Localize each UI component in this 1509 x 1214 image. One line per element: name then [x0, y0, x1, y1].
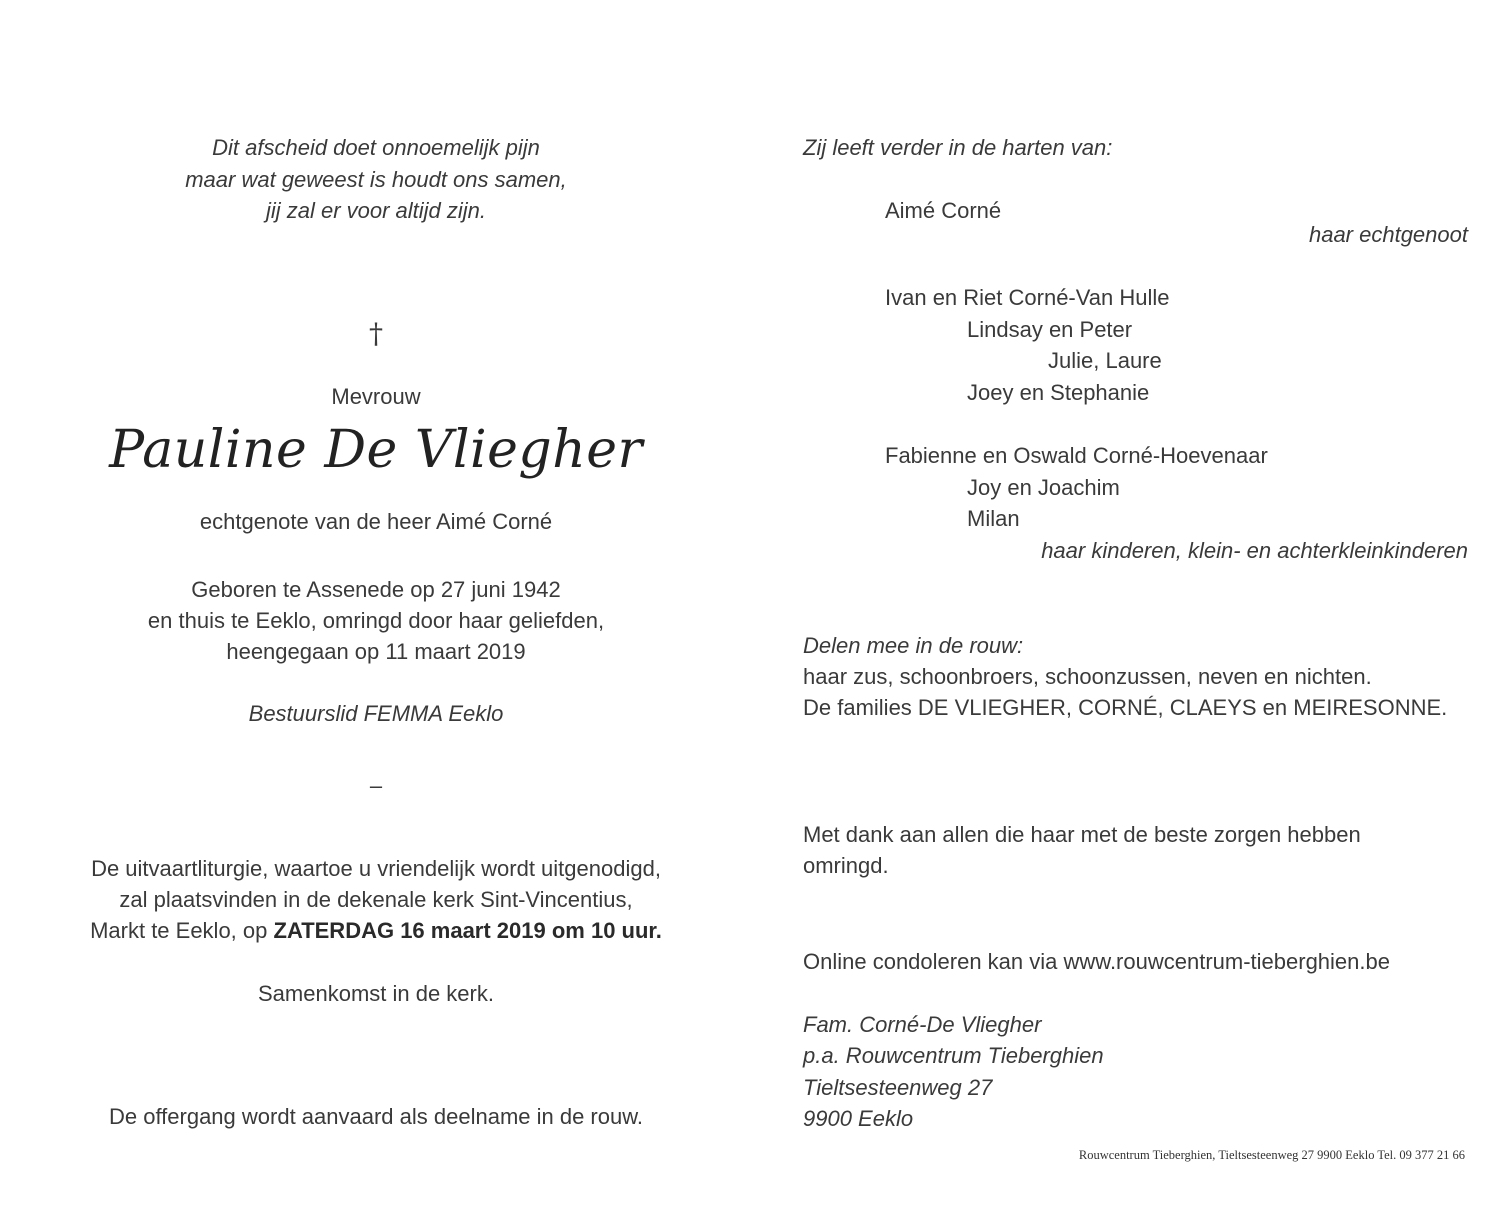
footer-imprint: Rouwcentrum Tieberghien, Tieltsesteenweg 27 9900 Eeklo Tel. 09 377 21 66 [1078, 1148, 1465, 1162]
gathering-line: Samenkomst in de kerk. [258, 981, 494, 1006]
husband-role: haar echtgenoot [1308, 222, 1468, 247]
family2-parents: Fabienne en Oswald Corné-Hoevenaar [885, 443, 1268, 468]
thanks-line-2: omringd. [803, 853, 889, 878]
funeral-line-3-prefix: Markt te Eeklo, op [90, 918, 274, 943]
children-role: haar kinderen, klein- en achterkleinkinderen [1041, 538, 1468, 563]
birth-line-3: heengegaan op 11 maart 2019 [226, 639, 526, 664]
verse-line-1: Dit afscheid doet onnoemelijk pijn [212, 135, 540, 160]
thanks-line-1: Met dank aan allen die haar met de beste zorgen hebben [803, 822, 1361, 847]
family2-child1: Joy en Joachim [967, 475, 1120, 500]
husband-name: Aimé Corné [885, 198, 1002, 223]
family1-child1: Lindsay en Peter [967, 317, 1133, 342]
funeral-line-2: zal plaatsvinden in de dekenale kerk Sint-Vincentius, [119, 887, 633, 912]
family1-child2: Joey en Stephanie [967, 380, 1150, 405]
survivors-heading: Zij leeft verder in de harten van: [803, 135, 1113, 160]
separator: – [369, 773, 383, 798]
online-condolences: Online condoleren kan via www.rouwcentrum-tieberghien.be [803, 949, 1390, 974]
address-line-2: p.a. Rouwcentrum Tieberghien [803, 1043, 1104, 1068]
title-mevrouw: Mevrouw [331, 384, 421, 409]
funeral-line-3 [46, 915, 706, 947]
birth-line-2: en thuis te Eeklo, omringd door haar geliefden, [147, 608, 605, 633]
address-line-4: 9900 Eeklo [803, 1106, 914, 1131]
funeral-line-1: De uitvaartliturgie, waartoe u vriendelijk wordt uitgenodigd, [91, 856, 661, 881]
verse-line-2: maar wat geweest is houdt ons samen, [185, 167, 567, 192]
family2-child2: Milan [967, 506, 1020, 531]
deceased-name: Pauline De Vliegher [109, 420, 643, 480]
role-line: Bestuurslid FEMMA Eeklo [248, 701, 504, 726]
address-line-1: Fam. Corné-De Vliegher [803, 1012, 1042, 1037]
verse-line-3: jij zal er voor altijd zijn. [265, 198, 487, 223]
mourning-line-2: De families DE VLIEGHER, CORNÉ, CLAEYS en MEIRESONNE. [803, 695, 1448, 720]
funeral-date: ZATERDAG 16 maart 2019 om 10 uur. [273, 918, 662, 943]
spouse-line: echtgenote van de heer Aimé Corné [199, 509, 553, 534]
cross-icon: † [369, 317, 383, 350]
address-line-3: Tieltsesteenweg 27 [803, 1075, 993, 1100]
mourning-line-1: haar zus, schoonbroers, schoonzussen, neven en nichten. [803, 664, 1372, 689]
family1-parents: Ivan en Riet Corné-Van Hulle [885, 285, 1170, 310]
offering-line: De offergang wordt aanvaard als deelname in de rouw. [108, 1104, 644, 1129]
birth-line-1: Geboren te Assenede op 27 juni 1942 [191, 577, 561, 602]
family1-grandchildren: Julie, Laure [1048, 348, 1162, 373]
mourning-heading: Delen mee in de rouw: [803, 633, 1024, 658]
